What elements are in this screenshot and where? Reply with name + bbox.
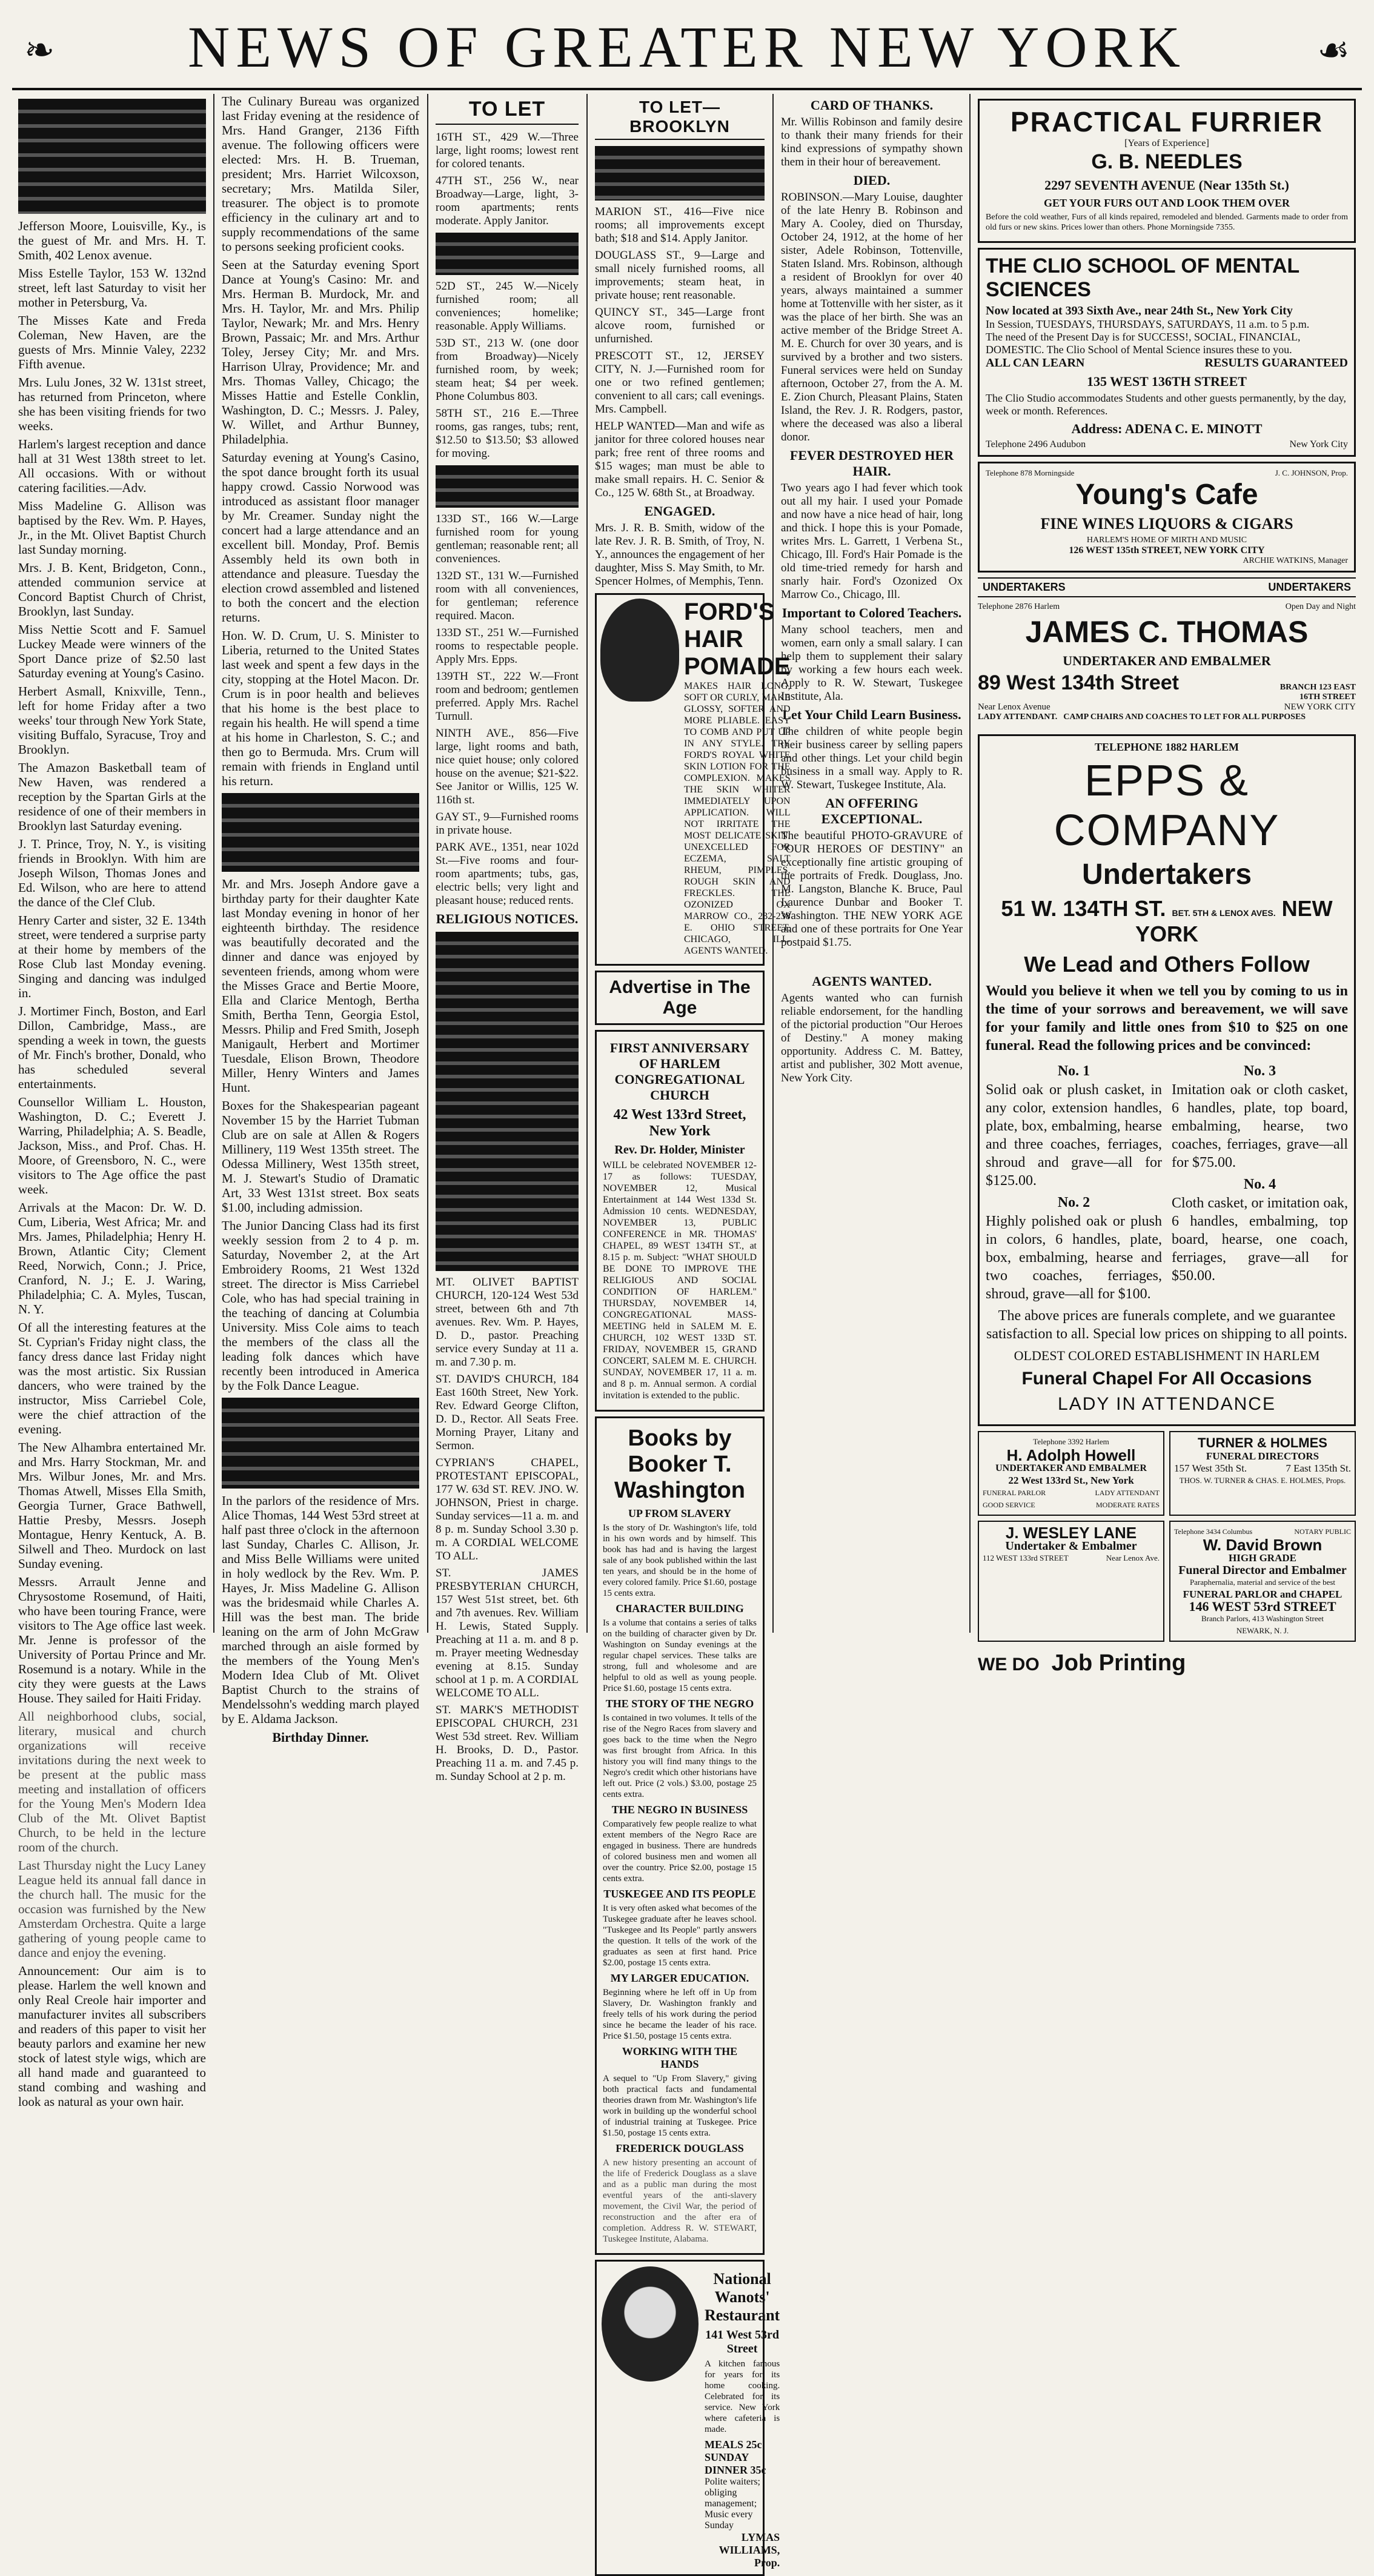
- illegible-dark-text-block: [436, 465, 579, 508]
- listing: PRESCOTT ST., 12, JERSEY CITY, N. J.—Furnished room for one or two refined gentlemen; convenient to all cars; call evenings. Mrs. Campbell.: [595, 350, 765, 416]
- clio-location: Now located at 393 Sixth Ave., near 24th St., New York City: [986, 304, 1293, 317]
- news-item: Mr. and Mrs. Joseph Andore gave a birthday party for their daughter Kate last Monday evening in honor of her eighteenth birthday. The residence was beautifully decorated and the dinner and dance was enjoyed by seventeen friends, among whom were the Misses Grace and Bertie Moore, Ella and Clarice Mentogh, Bertha Smith, Bertha Tenn, Georgia Estol, Messrs. Philip and Fred Smith, Joseph Manigault, Herbert and Mortimer Tuesdale, Elison Brown, Theodore Miller, Henry Winters and James Hunt.: [222, 877, 419, 1095]
- news-item: Mrs. J. B. Kent, Bridgeton, Conn., attended communion service at Concord Baptist Church of Christ, Brooklyn, last Sunday.: [18, 560, 206, 619]
- offering-text: The beautiful PHOTO-GRAVURE of "OUR HEROES OF DESTINY" an exceptionally fine artistic grouping of the portraits of Fredk. Douglass, Jno. M. Langston, Blanche K. Bruce, Paul Laurence Dunbar and Booker T. Washington. THE NEW YORK AGE and one of these portraits for One Year postpaid $1.75.: [781, 829, 963, 949]
- masthead-title: NEWS OF GREATER NEW YORK: [188, 15, 1186, 79]
- news-item: Seen at the Saturday evening Sport Dance at Young's Casino: Mr. and Mrs. Herman B. Murdock, Mr. and Mrs. H. Taylor, Mr. and Mrs. Philip Taylor, Newark; Mr. and Mrs. Henry Brown, Passaic; Mr. and Mrs. Arthur Toley, Jersey City; Mr. and Mrs. Harrison Ulray, Providence; Mr. and Mrs. Thomas Valley, Chicago; the Misses Hattie and Estelle Conklin, Washington, D. C.; Messrs. J. Paley, W. Willet, and Arthur Bunney, Philadelphia.: [222, 257, 419, 446]
- book-title: WORKING WITH THE HANDS: [622, 2045, 738, 2070]
- news-item: Harlem's largest reception and dance hall at 31 West 138th street to let. All occasions. With or without catering facilities.—Adv.: [18, 437, 206, 495]
- epps-name: EPPS & COMPANY: [1054, 757, 1280, 855]
- news-item: Jefferson Moore, Louisville, Ky., is the guest of Mr. and Mrs. H. T. Smith, 402 Lenox avenue.: [18, 219, 206, 262]
- child-business-heading: Let Your Child Learn Business.: [782, 707, 961, 722]
- thomas-open: Open Day and Night: [1285, 602, 1356, 611]
- price-option-text: Highly polished oak or plush in colors, 6 handles, plate, box, embalming, hearse and two coaches, ferriages, shroud, grave—all for $100.: [986, 1213, 1162, 1302]
- brown-notary: NOTARY PUBLIC: [1294, 1527, 1351, 1536]
- news-item: Counsellor William L. Houston, Washington, D. C.; Everett J. Warring, Philadelphia; A. S. Beadle, Jackson, Miss., and Prof. Chas. H. Moore, of Greensboro, N. C., were visitors to The Age office the past week.: [18, 1095, 206, 1197]
- clio-title: THE CLIO SCHOOL OF MENTAL SCIENCES: [986, 254, 1299, 301]
- epps-sub: Undertakers: [1081, 858, 1252, 891]
- child-business-text: The children of white people begin their business career by selling papers and other things. Let your child begin business in a small way. Apply to R. W. Stewart, Tuskegee Institute, Ala.: [781, 725, 963, 791]
- listing: 47TH ST., 256 W., near Broadway—Large, light, 3-room apartments; rents moderate. Apply Janitor.: [436, 174, 579, 227]
- brown-phone: Telephone 3434 Columbus: [1174, 1527, 1253, 1536]
- listing: 53D ST., 213 W. (one door from Broadway)—Nicely furnished room, by week; steam heat; $4 per week. Phone Columbus 803.: [436, 337, 579, 403]
- advertise-in-the-age: Advertise in The Age: [595, 971, 765, 1025]
- turner-name: TURNER & HOLMES: [1198, 1435, 1327, 1450]
- news-item: Miss Estelle Taylor, 153 W. 132nd street, left last Saturday to visit her mother in Petersburg, Va.: [18, 266, 206, 310]
- furrier-title: PRACTICAL FURRIER: [1010, 106, 1324, 138]
- news-item: Henry Carter and sister, 32 E. 134th street, were tendered a surprise party at their home by members of the Rose Club last Monday evening. Singing and dancing was indulged in.: [18, 913, 206, 1000]
- thomas-phone: Telephone 2876 Harlem: [978, 602, 1060, 611]
- illegible-dark-text-block: [436, 932, 579, 1271]
- thomas-city: NEW YORK CITY: [1284, 702, 1356, 712]
- restaurant-text: A kitchen famous for years for its home cooking. Celebrated for its service. New York where cafeteria is made.: [705, 2359, 780, 2434]
- column-social-notes-1: [12, 94, 212, 2109]
- epps-oldest: OLDEST COLORED ESTABLISHMENT IN HARLEM: [1014, 1348, 1320, 1363]
- thomas-near: Near Lenox Avenue: [978, 702, 1050, 712]
- booker-washington-books-ad: [595, 1416, 765, 2255]
- listing: HELP WANTED—Man and wife as janitor for three colored houses near park; free rent of three rooms and $15 wages; man must be able to make small repairs. H. C. Senior & Co., 125 W. 68th St., at Broadway.: [595, 420, 765, 499]
- undertakers-label: UNDERTAKERS: [1268, 581, 1351, 593]
- illegible-dark-text-block: [222, 1398, 419, 1489]
- news-item: Miss Nettie Scott and F. Samuel Luckey Meade were winners of the Sport Dance prize of $2.50 last Saturday evening at Young's Casino.: [18, 622, 206, 680]
- column-to-let: [430, 94, 585, 1783]
- undertakers-label: UNDERTAKERS: [983, 581, 1066, 593]
- young-prop: J. C. JOHNSON, Prop.: [1275, 468, 1348, 477]
- illegible-dark-text-block: [595, 146, 765, 201]
- book-description: Is a volume that contains a series of talks on the building of character given by Dr. Washington on Sunday evenings at the regular chapel services. These talks are strong, full and wholesome and are helpful to old as well as young people. Price $1.60, postage 15 cents extra.: [603, 1618, 757, 1693]
- news-item: The Junior Dancing Class had its first weekly session from 2 to 4 p. m. Saturday, November 2, at the Art Embroidery Rooms, 21 West 132d street. The director is Miss Carriebel Cole, who has had special training in the teaching of dancing at Columbia University. Miss Cole aims to teach the members of the class all the leading folk dances which have recently been introduced in America by the Folk Dance League.: [222, 1218, 419, 1393]
- restaurant-address: 141 West 53rd Street: [705, 2328, 780, 2355]
- turner-holmes-ad: [1169, 1431, 1356, 1516]
- clio-city: New York City: [1289, 439, 1348, 450]
- listing: 133D ST., 251 W.—Furnished rooms to respectable people. Apply Mrs. Epps.: [436, 626, 579, 666]
- young-title: Young's Cafe: [1075, 479, 1258, 511]
- column-brooklyn-ads: [589, 94, 791, 2569]
- news-item: The Culinary Bureau was organized last Friday evening at the residence of Mrs. Hand Granger, 2136 Fifth avenue. The following officers were elected: Mrs. H. B. Trueman, president; Mrs. Harriet Wilcoxson, secretary; Mrs. Matilda Siler, treasurer. The object is to promote efficiency in the culinary art and to supply recommendations of the same to persons seeking proficient cooks.: [222, 94, 419, 254]
- anniversary-title: FIRST ANNIVERSARY OF HARLEM CONGREGATIONAL CHURCH: [609, 1040, 750, 1103]
- news-item: J. T. Prince, Troy, N. Y., is visiting friends in Brooklyn. With him are Joseph Wilson, Thomas Jones and Ed. Wilson, who are here to attend the dance of the Clef Club.: [18, 837, 206, 909]
- ornament-leaf-icon: ☙: [1317, 30, 1350, 70]
- fever-text: Two years ago I had fever which took out all my hair. I used your Pomade and now have a nice head of hair, long and thick. I hope this is your Pomade, writes Mrs. L. Garrett, 1 Verbena St., Chicago, Ill. Ford's Hair Pomade is the old time-tried remedy for harsh and snarly hair. Ford's Ozonized Ox Marrow Co., Chicago, Ill.: [781, 482, 963, 601]
- we-do-label: WE DO: [978, 1655, 1040, 1675]
- religious-notices-heading: RELIGIOUS NOTICES.: [436, 911, 579, 926]
- news-item: Messrs. Arrault Jenne and Chrysostome Rosemund, of Haiti, who have been touring France, were visitors to The Age office last week. Mr. Jenne is professor of the University of Portau Prince and Mr. Rosemund is a notary. While in the city they were guests at the Laws House. They sailed for Haiti Friday.: [18, 1575, 206, 1705]
- young-address: 126 WEST 135th STREET, NEW YORK CITY: [1069, 545, 1265, 556]
- price-option-text: Imitation oak or cloth casket, 6 handles, plate, top board, embalming, hearse, two coaches, ferriages, grave—all for $75.00.: [1172, 1082, 1348, 1170]
- price-option-text: Cloth casket, or imitation oak, 6 handles, embalming, top board, hearse, one coach, ferriages, grave—all for $50.00.: [1172, 1195, 1348, 1284]
- church-notice: MT. OLIVET BAPTIST CHURCH, 120-124 West 53d street, between 6th and 7th avenues. Rev. Wm. P. Hayes, D. D., pastor. Preaching service every Sunday at 11 a. m. and 7.30 p. m.: [436, 1276, 579, 1369]
- clio-school-ad: [978, 248, 1356, 457]
- church-notice: ST. MARK'S METHODIST EPISCOPAL CHURCH, 231 West 53d street. Rev. William H. Brooks, D. D., Pastor. Preaching 11 a. m. and 7.45 p. m. Sunday School at 2 p. m.: [436, 1704, 579, 1783]
- news-item: Of all the interesting features at the St. Cyprian's Friday night class, the fancy dress dance last Friday night was the most artistic. Six Russian dancers, who were trained by the instructor, Miss Carriebel Cole, were the chief attraction of the evening.: [18, 1320, 206, 1436]
- book-title: TUSKEGEE AND ITS PEOPLE: [603, 1888, 756, 1900]
- epps-note: The above prices are funerals complete, and we guarantee satisfaction to all. Special low prices on shipping to all points.: [986, 1308, 1347, 1342]
- listing: PARK AVE., 1351, near 102d St.—Five rooms and four-room apartments; tubs, gas, electric bells; very light and pleasant house; reduced rents.: [436, 841, 579, 907]
- died-heading: DIED.: [853, 173, 891, 188]
- book-description: A new history presenting an account of the life of Frederick Douglass as a slave and as a public man during the most eventful years of the anti-slavery movement, the Civil War, the period of reconstruction and the after era of completion. Address R. W. STEWART, Tuskegee Institute, Alabama.: [603, 2158, 757, 2244]
- turner-address: 7 East 135th St.: [1286, 1462, 1351, 1474]
- howell-label: LADY ATTENDANT: [1095, 1489, 1160, 1497]
- news-item: The Misses Kate and Freda Coleman, New Haven, are the guests of Mrs. Minnie Valey, 2232 Fifth avenue.: [18, 313, 206, 371]
- howell-name: H. Adolph Howell: [1006, 1446, 1136, 1464]
- news-item: Last Thursday night the Lucy Laney League held its annual fall dance in the church hall. The music for the occasion was furnished by the New Amsterdam Orchestra. Quite a large gathering of young people came to dance and enjoy the evening.: [18, 1858, 206, 1960]
- clio-results: RESULTS GUARANTEED: [1204, 356, 1348, 370]
- brown-address: 146 WEST 53rd STREET: [1189, 1599, 1336, 1614]
- clio-address: Address: ADENA C. E. MINOTT: [1071, 421, 1263, 436]
- young-line: HARLEM'S HOME OF MIRTH AND MUSIC: [1086, 536, 1247, 545]
- agents-text: Agents wanted who can furnish reliable endorsement, for the handling of the pictorial production "Our Heroes of Destiny." A money making opportunity. Address C. M. Battey, artist and publisher, 302 Mott avenue, New York City.: [781, 992, 963, 1084]
- practical-furrier-ad: [978, 99, 1356, 243]
- listing: NINTH AVE., 856—Five large, light rooms and bath, nice quiet house; only colored house on the avenue; $21-$22. See Janitor or Willis, 125 W. 116th st.: [436, 727, 579, 806]
- clio-all-can-learn: ALL CAN LEARN: [986, 356, 1085, 370]
- card-of-thanks: Mr. Willis Robinson and family desire to thank their many friends for their kind expressions of sympathy shown them in their hour of bereavement.: [781, 116, 963, 168]
- column-social-notes-2: [216, 94, 425, 1745]
- listing: 132D ST., 131 W.—Furnished room with all conveniences, for gentleman; reference required. Macon.: [436, 569, 579, 622]
- book-title: FREDERICK DOUGLASS: [616, 2142, 744, 2154]
- column-rule: [427, 94, 428, 1633]
- clio-phone: Telephone 2496 Audubon: [986, 439, 1086, 450]
- portrait-woman-image: [600, 599, 679, 702]
- book-title: UP FROM SLAVERY: [628, 1507, 732, 1519]
- job-printing-label: Job Printing: [1051, 1650, 1186, 1676]
- epps-lady: LADY IN ATTENDANCE: [1058, 1394, 1276, 1414]
- young-sub: FINE WINES LIQUORS & CIGARS: [1040, 515, 1293, 533]
- birthday-dinner-heading: Birthday Dinner.: [272, 1730, 369, 1745]
- listing: 58TH ST., 216 E.—Three rooms, gas ranges, tubs; rent, $12.50 to $13.50; $3 allowed for moving.: [436, 407, 579, 460]
- church-notice: ST. DAVID'S CHURCH, 184 East 160th Street, New York. Rev. Edward George Clifton, D. D., Rector. All Seats Free. Morning Prayer, Litany and Sermon.: [436, 1373, 579, 1452]
- agents-heading: AGENTS WANTED.: [812, 974, 932, 989]
- news-item: Saturday evening at Young's Casino, the spot dance brought forth its usual happy crowd. Cassio Norwood was introduced as assistant floor manager by Mr. Creamer. Sunday night the concert had a large attendance and an excellent bill. Monday, Prof. Bemis Assembly held its own both in attendance and pleasure. Tuesday the election crowd assembled and listened to both the concert and the election returns.: [222, 450, 419, 625]
- thomas-address: 89 West 134th Street: [978, 671, 1179, 694]
- book-title: CHARACTER BUILDING: [616, 1602, 744, 1615]
- brown-newark: NEWARK, N. J.: [1236, 1626, 1289, 1635]
- james-thomas-ad: [978, 602, 1356, 722]
- howell-ad: [978, 1431, 1164, 1516]
- howell-phone: Telephone 3392 Harlem: [1033, 1437, 1109, 1446]
- book-description: Beginning where he left off in Up from Slavery, Dr. Washington frankly and freely tells of his work during the period since he became the leader of his race. Price $1.50, postage 15 cents extra.: [603, 1988, 757, 2041]
- column-rule: [969, 94, 971, 1633]
- clio-studio-text: The Clio Studio accommodates Students and other guests permanently, by the day, week or month. References.: [986, 392, 1347, 417]
- column-rule: [213, 94, 214, 1633]
- column-rule: [586, 94, 588, 1633]
- news-item: Announcement: Our aim is to please. Harlem the well known and only Real Creole hair importer and manufacturer invites all subscribers and readers of this paper to visit her beauty parlors and examine her new stock of latest style wigs, which are all hand made and guaranteed to stand combing and washing and look as natural as your own hair.: [18, 1964, 206, 2109]
- listing: GAY ST., 9—Furnished rooms in private house.: [436, 811, 579, 837]
- restaurant-title: National Wanots' Restaurant: [705, 2270, 780, 2324]
- young-phone: Telephone 878 Morningside: [986, 468, 1075, 477]
- book-title: THE NEGRO IN BUSINESS: [611, 1804, 748, 1816]
- book-title: THE STORY OF THE NEGRO: [605, 1698, 754, 1710]
- brown-sub: Funeral Director and Embalmer: [1178, 1564, 1347, 1577]
- youngs-cafe-ad: [978, 462, 1356, 573]
- clio-sessions: In Session, TUESDAYS, THURSDAYS, SATURDAYS, 11 a.m. to 5 p.m.: [986, 318, 1310, 330]
- turner-address: 157 West 35th St.: [1174, 1462, 1247, 1474]
- price-option-number: No. 3: [1243, 1063, 1276, 1079]
- church-notice: CYPRIAN'S CHAPEL, PROTESTANT EPISCOPAL, 177 W. 63d ST. REV. JNO. W. JOHNSON, Priest in charge. Sunday services—11 a. m. and 8 p. m. Sunday School 3.30 p. m. A CORDIAL WELCOME TO ALL.: [436, 1456, 579, 1562]
- furrier-name: G. B. NEEDLES: [1091, 150, 1243, 173]
- news-item: J. Mortimer Finch, Boston, and Earl Dillon, Cambridge, Mass., are spending a week in town, the guests of Mr. Finch's brother, Donald, who has scheduled several entertainments.: [18, 1004, 206, 1091]
- card-of-thanks-heading: CARD OF THANKS.: [810, 98, 934, 113]
- thomas-lady: LADY ATTENDANT.: [978, 712, 1058, 722]
- lane-sub: Undertaker & Embalmer: [1005, 1539, 1137, 1553]
- book-title: MY LARGER EDUCATION.: [610, 1972, 749, 1984]
- anniversary-notice: [595, 1030, 765, 1412]
- epps-intro: Would you believe it when we tell you by coming to us in the time of your sorrows and bereavement, we will save for your family and little ones from $10 to $25 on one funeral. Read the following prices and be convinced:: [986, 983, 1348, 1054]
- lane-ad: [978, 1521, 1164, 1642]
- restaurant-prop: LYMAS WILLIAMS, Prop.: [719, 2531, 780, 2569]
- undertaker-cards-row-2: [978, 1521, 1356, 1642]
- news-item: Arrivals at the Macon: Dr. W. D. Cum, Liberia, West Africa; Mr. and Mrs. James, Philadelphia; Henry H. Brown, Atlantic City; Clement Reed, Norwich, Conn.; J. Price, Cranford, N. J.; E. J. Waring, Philadelphia; C. A. Myles, Tuscan, N. Y.: [18, 1200, 206, 1316]
- fords-hair-pomade-ad: [595, 593, 791, 966]
- column-notices: [775, 94, 969, 1636]
- restaurant-meals: MEALS 25c: [705, 2438, 762, 2451]
- thomas-sub: UNDERTAKER AND EMBALMER: [1063, 653, 1271, 668]
- column-advertisements: [972, 94, 1362, 1676]
- epps-company-ad: [978, 734, 1356, 1426]
- to-let-heading: TO LET: [436, 98, 579, 125]
- brown-ad: [1169, 1521, 1356, 1642]
- ornament-leaf-icon: ❧: [24, 30, 55, 70]
- epps-between: BET. 5TH & LENOX AVES.: [1172, 908, 1276, 918]
- furrier-address: 2297 SEVENTH AVENUE (Near 135th St.): [1044, 178, 1289, 193]
- lane-address: 112 WEST 133rd STREET: [983, 1553, 1069, 1562]
- news-item: In the parlors of the residence of Mrs. Alice Thomas, 144 West 53rd street at half past three o'clock in the afternoon last Sunday, Charles C. Allison, Jr. and Miss Belle Williams were united in holy wedlock by the Rev. Wm. P. Hayes, Jr. Miss Madeline G. Allison was the bridesmaid while Charles A. Hill was the best man. The bride leaning on the arm of John McGraw marched through an aisle formed by the members of the Young Men's Modern Idea Club of Mt. Olivet Baptist Church to the strains of Mendelssohn's wedding march played by E. Aldama Jackson.: [222, 1493, 419, 1726]
- young-manager: ARCHIE WATKINS, Manager: [1243, 556, 1348, 565]
- howell-label: MODERATE RATES: [1095, 1501, 1160, 1509]
- news-item: Herbert Asmall, Knixville, Tenn., left for home Friday after a two weeks' tour through New York State, visiting Buffalo, Syracuse, Troy and Brooklyn.: [18, 684, 206, 757]
- listing: MARION ST., 416—Five nice rooms; all improvements except bath; $18 and $14. Apply Janitor.: [595, 205, 765, 245]
- howell-address: 22 West 133rd St., New York: [1008, 1475, 1134, 1486]
- undertaker-cards-row-1: [978, 1431, 1356, 1516]
- engaged-heading: ENGAGED.: [644, 503, 715, 519]
- brown-name: W. David Brown: [1203, 1536, 1323, 1554]
- church-notice: ST. JAMES PRESBYTERIAN CHURCH, 157 West 51st street, bet. 6th and 7th avenues. Rev. William H. Lewis, Stated Supply. Preaching at 11 a. m. and 8 p. m. Prayer meeting Wednesday evening at 8.15. Sunday school at 1 p. m. A CORDIAL WELCOME TO ALL.: [436, 1567, 579, 1699]
- howell-sub: UNDERTAKER AND EMBALMER: [995, 1463, 1147, 1473]
- price-option-number: No. 1: [1057, 1063, 1090, 1079]
- listing: QUINCY ST., 345—Large front alcove room, furnished or unfurnished.: [595, 306, 765, 345]
- obituary: ROBINSON.—Mary Louise, daughter of the late Henry B. Robinson and Mary A. Cooley, died on Thursday, October 24, 1912, at the home of her sister, Adele Robinson, Tottenville, Staten Island. Mrs. Robinson, although a resident of Brooklyn for over 40 years, always maintained a summer home at Tottenville with her sister, as it was the place of her birth. She was an active member of the Bridge Street A. M. E. Church for over 30 years, and is survived by a brother and two sisters. Funeral services were held on Sunday afternoon, October 27, from the A. M. E. Zion Church, Pleasant Plains, Staten Island, the Rev. J. R. Rodgers, pastor, where the deceased was also a liberal donor.: [781, 191, 963, 443]
- furrier-text: Before the cold weather, Furs of all kinds repaired, remodeled and blended. Garments made to order from old furs or new skins. Prices lower than others. Phone Morningside 7355.: [986, 213, 1348, 232]
- brown-para: Paraphernalia, material and service of the best: [1189, 1578, 1336, 1587]
- masthead: [12, 6, 1362, 90]
- listing: DOUGLASS ST., 9—Large and small nicely furnished rooms, all improvements; steam heat, in private house; rent reasonable.: [595, 249, 765, 302]
- news-item: The New Alhambra entertained Mr. and Mrs. Harry Stockman, Mr. and Mrs. Wilbur Jones, Mr. and Mrs. Thomas Atwell, Misses Ella Smith, Georgia Turner, Grace Bathwell, Hattie Presby, Messrs. Joseph Montague, Henry Kentuck, A. B. Silwell and Theo. Murdock on last Sunday evening.: [18, 1440, 206, 1571]
- brown-branch: Branch Parlors, 413 Washington Street: [1201, 1614, 1324, 1623]
- price-option-number: No. 2: [1057, 1195, 1090, 1210]
- turner-sub: FUNERAL DIRECTORS: [1206, 1450, 1319, 1462]
- thomas-name: JAMES C. THOMAS: [1025, 615, 1309, 649]
- restaurant-sunday: SUNDAY DINNER 35c: [705, 2451, 766, 2476]
- clio-studio: 135 WEST 136TH STREET: [1087, 374, 1247, 389]
- listing: 16TH ST., 429 W.—Three large, light rooms; lowest rent for colored tenants.: [436, 131, 579, 170]
- brown-chapel: FUNERAL PARLOR and CHAPEL: [1183, 1588, 1342, 1600]
- howell-label: FUNERAL PARLOR: [983, 1489, 1046, 1497]
- illegible-dark-text-block: [436, 233, 579, 275]
- news-item: Mrs. Lulu Jones, 32 W. 131st street, has returned from Princeton, where she has been visiting friends for two weeks.: [18, 375, 206, 433]
- news-item: The Amazon Basketball team of New Haven, was rendered a reception by the Spartan Girls at the residence of one of their members in Brooklyn last Saturday evening.: [18, 760, 206, 833]
- thomas-branch: BRANCH 123 EAST 16TH STREET: [1279, 683, 1356, 702]
- books-title: Books by Booker T. Washington: [614, 1426, 745, 1503]
- book-description: A sequel to "Up From Slavery," giving both practical facts and fundamental theories drawn from Mr. Washington's life work in building up the wonderful school of industrial training at Tuskegee. Price $1.50, postage 15 cents extra.: [603, 2074, 757, 2138]
- book-description: Is contained in two volumes. It tells of the rise of the Negro Races from slavery and goes back to the time when the Negro was first brought from Africa. In this history you will find many things to the Negro's credit which other historians have left out. Price (2 vols.) $3.00, postage 25 cents extra.: [603, 1713, 757, 1799]
- news-item: Hon. W. D. Crum, U. S. Minister to Liberia, returned to the United States last week and spent a few days in the city, stopping at the Hotel Macon. Dr. Crum is in poor health and believes that his home is the best place to regain his health. He will spend a time at his home in Charleston, S. C.; and then go to Bermuda. Mrs. Crum will remain with friends in England until his return.: [222, 628, 419, 788]
- howell-label: GOOD SERVICE: [983, 1501, 1035, 1509]
- epps-slogan: We Lead and Others Follow: [1024, 952, 1310, 977]
- restaurant-ad: [595, 2260, 780, 2576]
- anniversary-text: WILL be celebrated NOVEMBER 12-17 as follows: TUESDAY, NOVEMBER 12, Musical Entertainment at 144 West 133d St. Admission 10 cents. WEDNESDAY, NOVEMBER 13, PUBLIC CONFERENCE in MR. THOMAS' CHAPEL, 89 WEST 134TH ST., at 8.15 p. m. Subject: "WHAT SHOULD BE DONE TO IMPROVE THE RELIGIOUS AND SOCIAL CONDITION OF HARLEM." THURSDAY, NOVEMBER 14, CONGREGATIONAL MASS-MEETING held in SALEM M. E. CHURCH, 102 WEST 133D ST. FRIDAY, NOVEMBER 15, GRAND CONCERT, SALEM M. E. CHURCH. SUNDAY, NOVEMBER 17, 11 a. m. and 8 p. m. Annual sermon. A cordial invitation is extended to the public.: [603, 1160, 757, 1401]
- offering-heading: AN OFFERING EXCEPTIONAL.: [821, 795, 923, 826]
- teachers-text: Many school teachers, men and women, earn only a small salary. I can help them to supplement their salary by working a few hours each week. Apply to R. W. Stewart, Tuskegee Institute, Ala.: [781, 623, 963, 703]
- restaurant-service: Polite waiters; obliging management; Music every Sunday: [705, 2477, 760, 2531]
- epps-chapel: Funeral Chapel For All Occasions: [1021, 1369, 1312, 1389]
- lane-name: J. WESLEY LANE: [1005, 1524, 1137, 1542]
- news-item: All neighborhood clubs, social, literary, musical and church organizations will receive invitations during the next week to be present at the public mass meeting and installation of officers for the Young Men's Modern Idea Club of the Mt. Olivet Baptist Church, to be held in the lecture room of the church.: [18, 1709, 206, 1854]
- price-option-number: No. 4: [1243, 1177, 1276, 1192]
- thomas-chairs: CAMP CHAIRS AND COACHES TO LET FOR ALL PURPOSES: [1063, 712, 1306, 722]
- clio-need: The need of the Present Day is for SUCCESS!, SOCIAL, FINANCIAL, DOMESTIC. The Clio School of Mental Science insures these to you.: [986, 331, 1301, 356]
- epps-address: 51 W. 134TH ST.: [1001, 896, 1166, 921]
- listing: 52D ST., 245 W.—Nicely furnished room; all conveniences; homelike; reasonable. Apply Williams.: [436, 280, 579, 333]
- epps-city: NEW YORK: [1135, 896, 1333, 946]
- fever-heading: FEVER DESTROYED HER HAIR.: [789, 448, 954, 479]
- price-option-text: Solid oak or plush casket, in any color, extension handles, plate, box, embalming, hearse and three coaches, ferriages, shroud and grave—all for $125.00.: [986, 1082, 1162, 1189]
- book-description: Is the story of Dr. Washington's life, told in his own words and by himself. This book has had and is having the largest sale of any book published within the last ten years, and should be in the home of every colored family. Price $1.60, postage 15 cents extra.: [603, 1523, 757, 1598]
- book-description: Comparatively few people realize to what extent members of the Negro Race are engaged in business. There are hundreds of colored business men and women all over the country. Price $2.00, postage 15 cents extra.: [603, 1819, 757, 1884]
- portrait-man-image: [602, 2266, 699, 2382]
- anniversary-address: 42 West 133rd Street, New York: [613, 1107, 746, 1139]
- turner-props: THOS. W. TURNER & CHAS. E. HOLMES, Props.: [1179, 1476, 1346, 1485]
- engaged-notice: Mrs. J. R. B. Smith, widow of the late Rev. J. R. B. Smith, of Troy, N. Y., announces the engagement of her daughter, Miss S. May Smith, to Mr. Spencer Holmes, of Memphis, Tenn.: [595, 522, 765, 588]
- epps-phone: TELEPHONE 1882 HARLEM: [1094, 741, 1240, 753]
- listing: 133D ST., 166 W.—Large furnished room for young gentleman; reasonable rent; all conveniences.: [436, 513, 579, 565]
- listing: 139TH ST., 222 W.—Front room and bedroom; gentlemen preferred. Apply Mrs. Rachel Turnull.: [436, 670, 579, 723]
- anniversary-minister: Rev. Dr. Holder, Minister: [614, 1143, 745, 1157]
- lane-near: Near Lenox Ave.: [1106, 1553, 1160, 1562]
- illegible-dark-text-block: [222, 793, 419, 872]
- ad-text: MAKES HAIR LONG, SOFT OR CURLY, MAKE GLOSSY, SOFTER AND MORE PLIABLE. EASY TO COMB AND PUT UP IN ANY STYLE. TRY FORD'S ROYAL WHITE SKIN LOTION FOR THE COMPLEXION. MAKES THE SKIN WHITER IMMEDIATELY UPON APPLICATION. WILL NOT IRRITATE THE MOST DELICATE SKIN. UNEXCELLED FOR ECZEMA, SALT RHEUM, PIMPLES, ROUGH SKIN AND FRECKLES. THE OZONIZED OX MARROW CO., 232-238 E. OHIO STREET, CHICAGO, ILL. AGENTS WANTED.: [684, 681, 791, 956]
- book-description: It is very often asked what becomes of the Tuskegee graduate after he leaves school. "Tuskegee and Its People" partly answers the question. It tells of the work of the graduates as seen at first hand. Price $2.00, postage 15 cents extra.: [603, 1904, 757, 1968]
- undertakers-bar: [978, 577, 1356, 597]
- news-item: Boxes for the Shakespearian pageant November 15 by the Harriet Tubman Club are on sale at Allen & Rogers Millinery, 119 West 135th street. The Odessa Millinery, West 135th street, M. J. Stewart's Studio of Dramatic Art, 33 West 131st street. Box seats $1.00, including admission.: [222, 1098, 419, 1215]
- furrier-cta: GET YOUR FURS OUT AND LOOK THEM OVER: [1044, 197, 1290, 209]
- teachers-heading: Important to Colored Teachers.: [782, 605, 962, 620]
- brown-grade: HIGH GRADE: [1229, 1552, 1296, 1564]
- ad-title: FORD'S HAIR POMADE: [684, 599, 791, 680]
- to-let-brooklyn-heading: TO LET—BROOKLYN: [595, 98, 765, 140]
- news-item: Miss Madeline G. Allison was baptised by the Rev. Wm. P. Hayes, Jr., in the Mt. Olivet Baptist Church last Sunday morning.: [18, 499, 206, 557]
- furrier-years: [Years of Experience]: [1124, 138, 1209, 148]
- illegible-dark-text-block: [18, 99, 206, 214]
